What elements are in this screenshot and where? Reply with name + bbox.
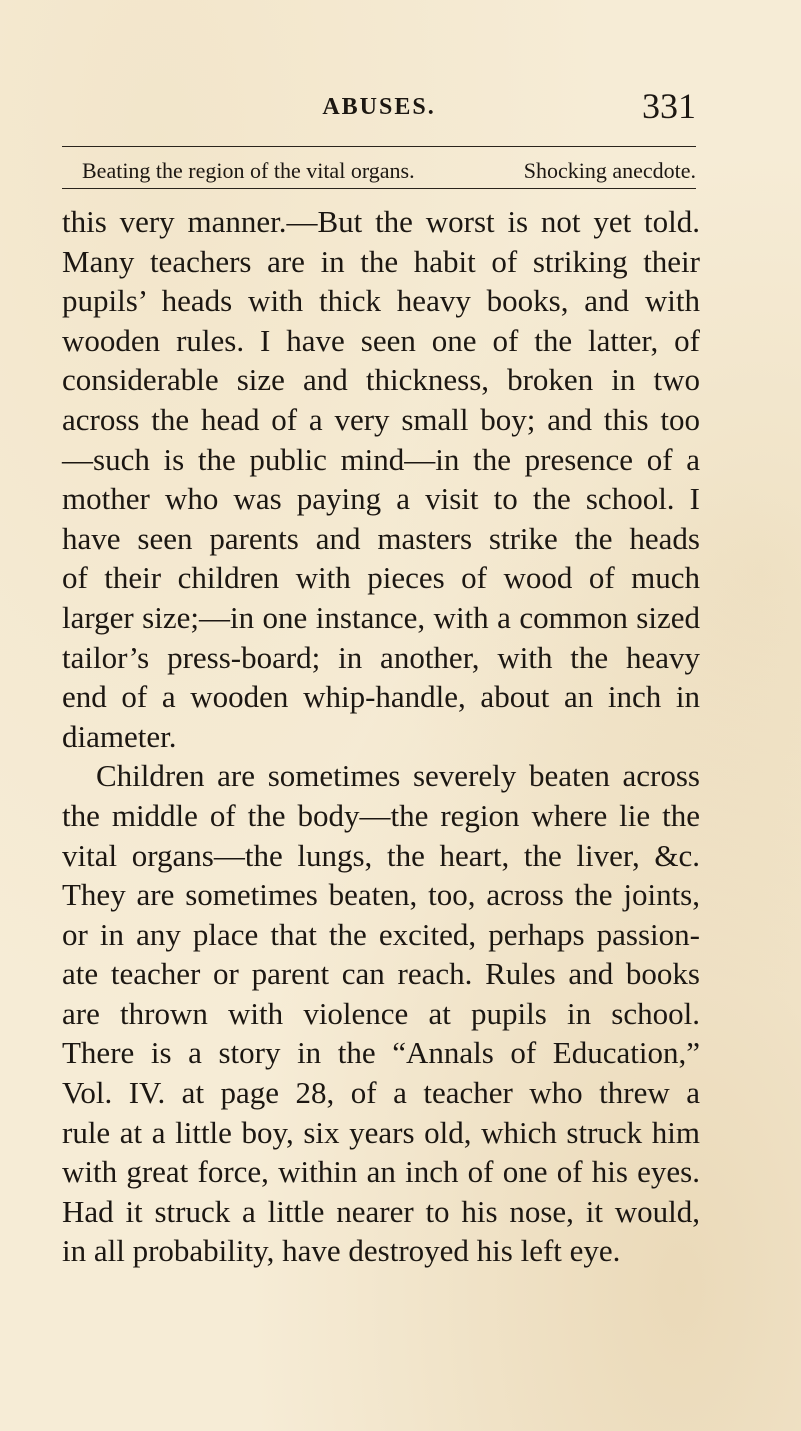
header-rule-bottom (62, 188, 696, 189)
paragraph-start-line: Children are sometimes severely beaten across (96, 758, 700, 794)
side-note-right: Shocking anecdote. (523, 158, 696, 183)
text-line: Vol. IV. at page 28, of a teacher who threw a (62, 1075, 700, 1111)
text-line: pupils’ heads with thick heavy books, and with (62, 283, 700, 319)
text-line: wooden rules. I have seen one of the latter, of (62, 322, 700, 358)
text-line: the middle of the body—the region where lie the (62, 797, 700, 833)
text-line: are thrown with violence at pupils in school. (62, 995, 700, 1031)
marginal-notes (82, 152, 696, 182)
text-line: end of a wooden whip-handle, about an inch in (62, 679, 700, 715)
text-line: in all probability, have destroyed his left eye. (62, 1233, 621, 1269)
side-note-left: Beating the region of the vital organs. (82, 158, 415, 183)
text-line: larger size;—in one instance, with a common sized (62, 599, 700, 635)
text-line: diameter. (62, 718, 177, 754)
header-rule-top (62, 146, 696, 147)
text-line: with great force, within an inch of one of his eyes. (62, 1154, 700, 1190)
text-line: —such is the public mind—in the presence of a (62, 441, 700, 477)
text-line: considerable size and thickness, broken in two (62, 362, 700, 398)
text-line: tailor’s press-board; in another, with the heavy (62, 639, 700, 675)
body-text (62, 202, 700, 1271)
text-line: Had it struck a little nearer to his nose, it would, (62, 1193, 700, 1229)
text-line: of their children with pieces of wood of much (62, 560, 700, 596)
text-line: ate teacher or parent can reach. Rules and books (62, 956, 700, 992)
text-line: have seen parents and masters strike the heads (62, 520, 700, 556)
text-line: across the head of a very small boy; and this too (62, 401, 700, 437)
running-title: ABUSES. (322, 94, 436, 120)
text-line: Many teachers are in the habit of striking their (62, 243, 700, 279)
text-line: mother who was paying a visit to the school. I (62, 481, 700, 517)
text-line: or in any place that the excited, perhaps passion- (62, 916, 700, 952)
text-line: vital organs—the lungs, the heart, the liver, &c. (62, 837, 700, 873)
text-line: rule at a little boy, six years old, which struck him (62, 1114, 700, 1150)
text-line: They are sometimes beaten, too, across the joints, (62, 877, 700, 913)
text-line: There is a story in the “Annals of Education,” (62, 1035, 700, 1071)
page-number: 331 (642, 86, 696, 126)
running-head (62, 88, 696, 132)
text-line: this very manner.—But the worst is not yet told. (62, 204, 700, 239)
